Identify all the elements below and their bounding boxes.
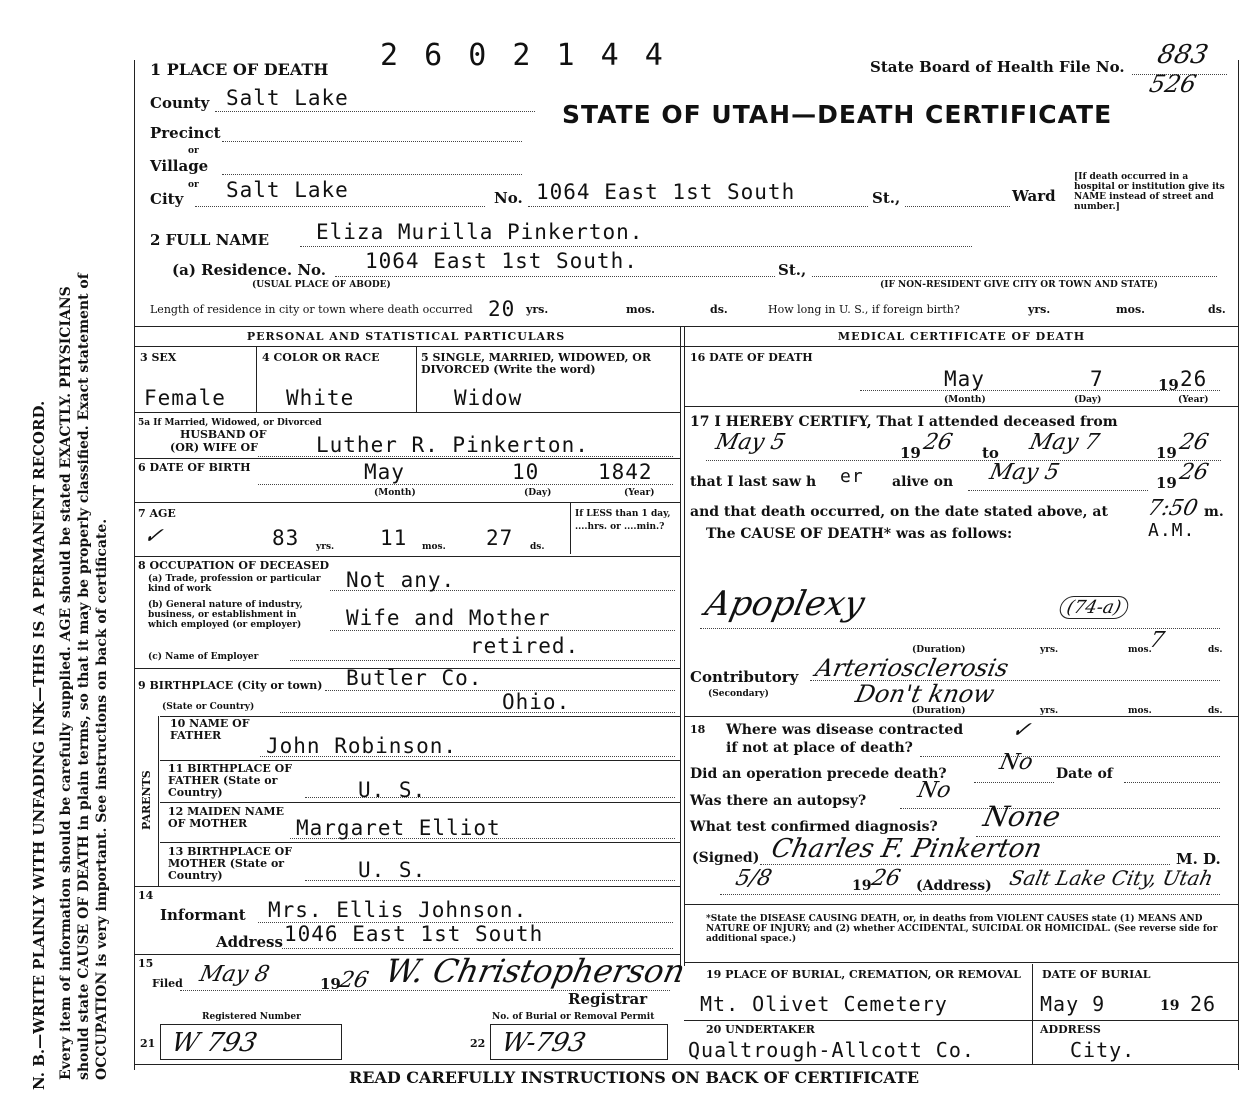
age-days: 27 bbox=[486, 526, 514, 550]
cause-text: The CAUSE OF DEATH* was as follows: bbox=[706, 526, 1013, 542]
occupation-b-value: Wife and Mother bbox=[346, 606, 551, 630]
dob-day: 10 bbox=[512, 460, 540, 484]
county-label: County bbox=[150, 94, 210, 112]
undertaker-value: Qualtrough-Allcott Co. bbox=[688, 1038, 975, 1062]
test-label: What test confirmed diagnosis? bbox=[690, 819, 938, 835]
file-no-value: 883 bbox=[1154, 40, 1211, 70]
cause-of-death-value: Apoplexy bbox=[701, 584, 869, 624]
dob-month: May bbox=[364, 460, 405, 484]
marital-value: Widow bbox=[454, 386, 523, 410]
age-label: 7 AGE bbox=[138, 507, 176, 520]
stamp-number: 2 6 0 2 1 4 4 bbox=[380, 38, 667, 73]
father-birthplace-value: U. S. bbox=[358, 778, 427, 802]
contributory-value-2: Don't know bbox=[853, 680, 997, 708]
mother-label: 12 MAIDEN NAME OF MOTHER bbox=[168, 805, 284, 830]
burial-place-value: Mt. Olivet Cemetery bbox=[700, 992, 948, 1016]
registered-number-value: W 793 bbox=[168, 1028, 260, 1058]
duration-months: 7 bbox=[1147, 628, 1167, 653]
place-of-death-label: 1 PLACE OF DEATH bbox=[150, 60, 329, 79]
disease-contracted-value: ✓ bbox=[1009, 718, 1034, 743]
father-label: 10 NAME OF FATHER bbox=[170, 717, 250, 742]
full-name-value: Eliza Murilla Pinkerton. bbox=[316, 220, 644, 244]
margin-line-2: Every item of information should be carefully supplied. AGE should be stated EXACTLY. PHYSICIANS bbox=[58, 286, 74, 1080]
spouse-value: Luther R. Pinkerton. bbox=[316, 433, 589, 457]
less-than-label: If LESS than 1 day, ....hrs. or ....min.? bbox=[575, 509, 671, 532]
village-label: Village bbox=[150, 157, 209, 175]
death-day: 7 bbox=[1090, 367, 1104, 391]
death-time: 7:50 bbox=[1145, 496, 1201, 521]
right-frame-line bbox=[1238, 60, 1239, 1070]
residence-label: (a) Residence. No. bbox=[172, 261, 327, 279]
attended-to: May 7 bbox=[1027, 430, 1102, 455]
filed-year: 26 bbox=[337, 968, 371, 993]
informant-address-label: Address bbox=[216, 933, 283, 951]
signed-label: (Signed) bbox=[692, 850, 760, 866]
file-no-label: State Board of Health File No. bbox=[870, 58, 1125, 76]
occurred-text: and that death occurred, on the date stated above, at bbox=[690, 504, 1108, 520]
filed-value: May 8 bbox=[197, 962, 272, 987]
spouse-label: (OR) WIFE OF bbox=[170, 441, 258, 454]
age-months: 11 bbox=[380, 526, 408, 550]
occupation-a-value: Not any. bbox=[346, 568, 456, 592]
length-residence-label: Length of residence in city or town where death occurred bbox=[150, 303, 473, 316]
city-label: City bbox=[150, 190, 184, 208]
birthplace-state: Ohio. bbox=[502, 690, 571, 714]
certificate-title: STATE OF UTAH—DEATH CERTIFICATE bbox=[562, 100, 1113, 129]
last-saw-value: May 5 bbox=[987, 460, 1062, 485]
occupation-label: 8 OCCUPATION OF DECEASED bbox=[138, 559, 330, 572]
sex-label: 3 SEX bbox=[140, 351, 177, 364]
medical-footnote: *State the DISEASE CAUSING DEATH, or, in deaths from VIOLENT CAUSES state (1) MEANS AND NATURE OF INJURY; and (2) whether ACCIDENTAL, SUICIDAL OR HOMICIDAL. (See reverse side for additional space.) bbox=[706, 914, 1218, 944]
death-month: May bbox=[944, 367, 985, 391]
birthplace-label: 9 BIRTHPLACE (City or town) bbox=[138, 679, 323, 692]
attended-from-year: 26 bbox=[921, 430, 955, 455]
burial-permit-value: W-793 bbox=[498, 1028, 589, 1058]
attended-to-year: 26 bbox=[1177, 430, 1211, 455]
age-years: 83 bbox=[272, 526, 300, 550]
ward-label: Ward bbox=[1012, 187, 1056, 205]
full-name-label: 2 FULL NAME bbox=[150, 231, 270, 249]
signed-value: Charles F. Pinkerton bbox=[768, 834, 1045, 864]
margin-line-1: N. B.—WRITE PLAINLY WITH UNFADING INK—THIS IS A PERMANENT RECORD. bbox=[30, 400, 48, 1090]
sex-value: Female bbox=[144, 386, 226, 410]
operation-value: No bbox=[997, 750, 1036, 775]
occupation-b-value-2: retired. bbox=[470, 634, 580, 658]
informant-address-value: 1046 East 1st South bbox=[284, 922, 544, 946]
county-value: Salt Lake bbox=[226, 86, 349, 110]
attended-from: May 5 bbox=[713, 430, 788, 455]
informant-value: Mrs. Ellis Johnson. bbox=[268, 898, 528, 922]
autopsy-label: Was there an autopsy? bbox=[690, 793, 867, 809]
informant-label: Informant bbox=[160, 906, 246, 924]
physician-address: Salt Lake City, Utah bbox=[1007, 866, 1216, 890]
st-label: St., bbox=[872, 189, 901, 207]
hospital-note: [If death occurred in a hospital or institution give its NAME instead of street and number.] bbox=[1074, 172, 1225, 212]
registrar-label: Registrar bbox=[568, 990, 648, 1008]
mother-birthplace-value: U. S. bbox=[358, 858, 427, 882]
death-year: 26 bbox=[1180, 367, 1208, 391]
dob-year: 1842 bbox=[598, 460, 653, 484]
sign-date: 5/8 bbox=[733, 866, 775, 891]
city-value: Salt Lake bbox=[226, 178, 349, 202]
autopsy-value: No bbox=[915, 778, 954, 803]
left-frame-line bbox=[134, 60, 135, 1070]
color-label: 4 COLOR OR RACE bbox=[262, 351, 380, 364]
test-value: None bbox=[980, 800, 1064, 833]
no-label: No. bbox=[494, 189, 523, 207]
medical-section-title: MEDICAL CERTIFICATE OF DEATH bbox=[837, 330, 1086, 343]
parents-label: PARENTS bbox=[140, 770, 153, 830]
how-long-label: How long in U. S., if foreign birth? bbox=[768, 303, 960, 316]
length-residence-value: 20 bbox=[488, 297, 516, 321]
cause-code: (74-a) bbox=[1058, 596, 1131, 619]
personal-section-title: PERSONAL AND STATISTICAL PARTICULARS bbox=[246, 330, 566, 343]
date-of-death-label: 16 DATE OF DEATH bbox=[690, 351, 813, 364]
mother-value: Margaret Elliot bbox=[296, 816, 501, 840]
last-saw-label: alive on bbox=[892, 474, 954, 490]
precinct-label: Precinct bbox=[150, 124, 221, 142]
last-saw-year: 26 bbox=[1177, 460, 1211, 485]
operation-label: Did an operation precede death? bbox=[690, 766, 947, 782]
residence-value: 1064 East 1st South. bbox=[365, 249, 638, 273]
father-birthplace-label: 11 BIRTHPLACE OF FATHER (State or Country) bbox=[168, 762, 293, 799]
contributory-label: Contributory bbox=[690, 668, 799, 686]
street-value: 1064 East 1st South bbox=[536, 180, 796, 204]
color-value: White bbox=[286, 386, 355, 410]
footer-instructions: READ CAREFULLY INSTRUCTIONS ON BACK OF CERTIFICATE bbox=[348, 1068, 920, 1087]
filed-label: Filed bbox=[152, 977, 183, 990]
undertaker-address: City. bbox=[1070, 1038, 1136, 1062]
disease-contracted-label: Where was disease contracted bbox=[726, 722, 964, 738]
margin-line-4: OCCUPATION is very important. See instructions on back of certificate. bbox=[94, 518, 110, 1080]
age-check: ✓ bbox=[141, 524, 166, 549]
burial-year: 26 bbox=[1190, 992, 1217, 1016]
registrar-signature: W. Christopherson bbox=[381, 952, 689, 990]
sign-year: 26 bbox=[869, 866, 903, 891]
marital-label: 5 SINGLE, MARRIED, WIDOWED, OR DIVORCED (Write the word) bbox=[421, 351, 652, 376]
father-value: John Robinson. bbox=[266, 734, 458, 758]
burial-date-value: May 9 bbox=[1040, 992, 1106, 1016]
file-no-extra: 526 bbox=[1147, 70, 1199, 98]
am-value: A.M. bbox=[1148, 520, 1196, 541]
dob-label: 6 DATE OF BIRTH bbox=[138, 461, 251, 474]
certify-text: 17 I HEREBY CERTIFY, That I attended deceased from bbox=[690, 414, 1118, 430]
contributory-value: Arteriosclerosis bbox=[813, 654, 1012, 682]
birthplace-city: Butler Co. bbox=[346, 666, 483, 690]
margin-line-3: should state CAUSE OF DEATH in plain terms, so that it may be properly classified. Exact statement of bbox=[76, 273, 92, 1080]
mother-birthplace-label: 13 BIRTHPLACE OF MOTHER (State or Country) bbox=[168, 845, 293, 882]
